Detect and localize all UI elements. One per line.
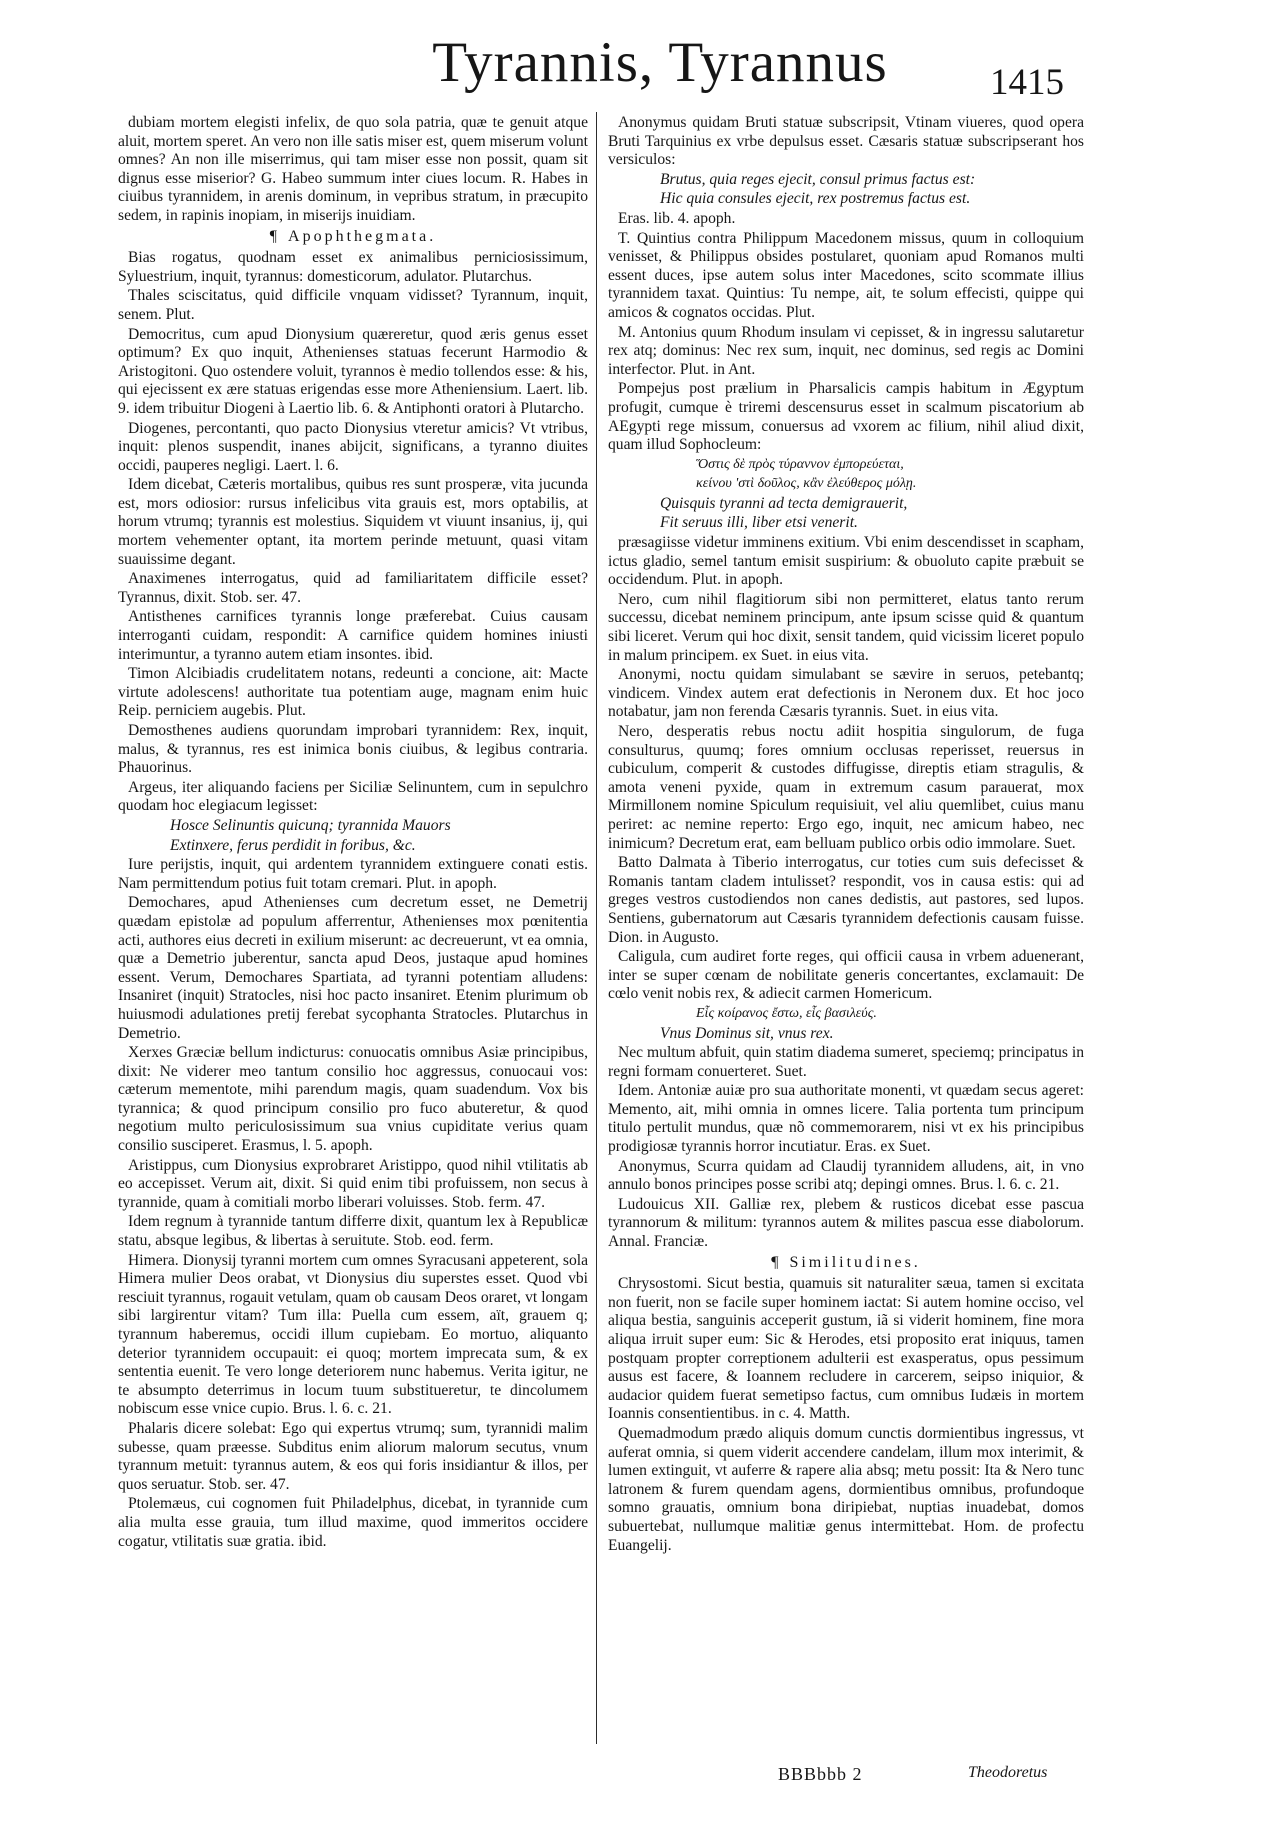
greek-verse-line: Ὅστις δὲ πρὸς τύραννον ἐμπορεύεται, — [696, 456, 904, 472]
apophthegm: Nero, cum nihil flagitiorum sibi non permitteret, elatus tanto rerum successu, dicebat neminem principum, ante ipsum scisse quid & quantum sibi liceret. Verum qui hoc dixit, sensit tandem, quid vicissim liceret populo in malum principem. ex Suet. in eius vita. — [608, 590, 1084, 664]
greek-verse-line: κείνου 'στὶ δοῦλος, κἂν ἐλεύθερος μόλῃ. — [696, 476, 917, 492]
apophthegm: Xerxes Græciæ bellum indicturus: conuocatis omnibus Asiæ principibus, dixit: Ne viderer meo tantum consilio hoc aggressus, conuocaui vos: cæterum mementote, mihi parendum magis, quam suadendum. Vox bis tyrannica; & quod principum consilio pro fuco abuteretur, & quod negotium multo periculosissimum sua vnius cupiditate verius quam consilio susciperet. Erasmus, l. 5. apoph. — [118, 1044, 588, 1155]
apophthegm: Bias rogatus, quodnam esset ex animalibus perniciosissimum, Syluestrium, inquit, tyrannus: domesticorum, adulator. Plutarchus. — [118, 249, 588, 285]
paragraph: dubiam mortem elegisti infelix, de quo sola patria, quæ te genuit atque aluit, mortem speret. An vero non ille satis miser est, quem miserum volunt omnes? An non ille miserrimus, qui tam miser esse non possit, quam sit dignus esse miserior? G. Habeo summum inter ciues locum. R. Habes in ciuibus tyrannidem, in arenis dominum, in vepribus stratum, in præcupito sedem, in rapinis inopiam, in miserijs inuidiam. — [118, 114, 588, 224]
apophthegm: Iure perijstis, inquit, qui ardentem tyrannidem extinguere conati estis. Nam permittendum potius fuit totam cremari. Plut. in apoph. — [118, 856, 588, 892]
apophthegm: Anonymus quidam Bruti statuæ subscripsit, Vtinam viueres, quod opera Bruti Tarquinius ex vrbe depulsus esset. Cæsaris statuæ subscripserant hos versiculos: — [608, 114, 1084, 169]
verse-line: Brutus, quia reges ejecit, consul primus factus est: — [660, 170, 976, 188]
running-head: Tyrannis, Tyrannus — [432, 31, 888, 94]
apophthegm: T. Quintius contra Philippum Macedonem missus, quum in colloquium venisset, & Philippus obsides postularet, quoniam apud Romanos multi essent duces, ipse autem solus inter Macedones, scito scommate illius tyrannidem taxat. Quintius: Tu nempe, ait, te solum effecisti, quippe qui amicos & cognatos occidas. Plut. — [608, 229, 1084, 321]
column-rule — [596, 112, 597, 1744]
verse-line: Hic quia consules ejecit, rex postremus factus est. — [660, 190, 971, 208]
apophthegm: Aristippus, cum Dionysius exprobraret Aristippo, quod nihil vtilitatis ab eo accepisset. Verum ait, dixit. Si quid enim tibi profuissem, non secus à tyrannide, quam à comitiali morbo liberari voluisses. Stob. ferm. 47. — [118, 1156, 588, 1211]
apophthegm: Caligula, cum audiret forte reges, qui officii causa in vrbem aduenerant, inter se super cœnam de nobilitate generis concertantes, exclamauit: De cœlo venit nobis rex, & adiecit carmen Homericum. — [608, 948, 1084, 1003]
left-column — [118, 114, 588, 1552]
apophthegm: Nec multum abfuit, quin statim diadema sumeret, speciemq; principatus in regni formam conuerteret. Suet. — [608, 1044, 1084, 1080]
apophthegm: Ptolemæus, cui cognomen fuit Philadelphus, dicebat, in tyrannide cum alia multa esse grauia, tum illud maxime, quod immeritos occidere cogatur, vtilitatis suæ gratia. ibid. — [118, 1495, 588, 1550]
verse-line: Extinxere, ferus perdidit in foribus, &c. — [170, 836, 416, 854]
apophthegm: Anaximenes interrogatus, quid ad familiaritatem difficile esset? Tyrannus, dixit. Stob. ser. 47. — [118, 570, 588, 606]
pilcrow-icon: ¶ — [771, 1253, 782, 1271]
apophthegm: Demosthenes audiens quorundam improbari tyrannidem: Rex, inquit, malus, & tyrannus, res est inimica bonis ciuibus, & legibus contraria. Phauorinus. — [118, 722, 588, 777]
apophthegm: Argeus, iter aliquando faciens per Siciliæ Selinuntem, cum in sepulchro quodam hoc elegiacum legisset: — [118, 778, 588, 815]
apophthegm: Ludouicus XII. Galliæ rex, plebem & rusticos dicebat esse pascua tyrannorum & militum: tyrannos autem & milites pascua esse diabolorum. Annal. Franciæ. — [608, 1195, 1084, 1251]
greek-verse-line: Εἷς κοίρανος ἔστω, εἷς βασιλεύς. — [696, 1005, 877, 1021]
apophthegm: Idem. Antoniæ auiæ pro sua authoritate monenti, vt quædam secus ageret: Memento, ait, mihi omnia in omnes licere. Talia portenta tum principum titulo pertulit mundus, quæ nõ commemorarem, nisi vt ex his principibus prodigiosæ tyrannis horror incutiatur. Eras. ex Suet. — [608, 1082, 1084, 1156]
apophthegm: Demochares, apud Athenienses cum decretum esset, ne Demetrij quædam epistolæ ad populum afferrentur, Athenienses mox pœnitentia acti, authores eius decreti in exilium miserunt: ac decreuerunt, vt ea omnia, quæ a Demetrio juberentur, sancta apud Deos, justaque apud homines essent. Verum, Demochares Spartiata, ad tyranni potentiam alludens: Insaniret (inquit) Stratocles, nisi hoc pacto insaniret. Etenim plurimum ob huiusmodi adulationes pretij ferebat sycophanta Stratocles. Plutarchus in Demetrio. — [118, 894, 588, 1042]
apophthegm: Anonymi, noctu quidam simulabant se sævire in seruos, petebantq; vindicem. Vindex autem erat defectionis in Neronem dux. Et hoc joco notabatur, jam non ferenda Cæsaris tyrannis. Suet. in eius vita. — [608, 666, 1084, 721]
apophthegm: M. Antonius quum Rhodum insulam vi cepisset, & in ingressu salutaretur rex atq; dominus: Nec rex sum, inquit, nec dominus, sed regis ac Domini interfector. Plut. in Ant. — [608, 323, 1084, 378]
pilcrow-icon: ¶ — [269, 227, 281, 245]
verse-line: Quisquis tyranni ad tecta demigrauerit, — [660, 494, 908, 512]
section-heading: ¶ Similitudines. — [771, 1253, 921, 1271]
catchword: Theodoretus — [968, 1764, 1048, 1781]
apophthegm: Phalaris dicere solebat: Ego qui expertus vtrumq; sum, tyrannidi malim subesse, quam præesse. Subditus enim aliorum malorum secutus, vnum tyrannum metuit: tyrannus autem, & eos qui foris insidiantur & illos, per quos seruatur. Stob. ser. 47. — [118, 1419, 588, 1493]
section-heading: ¶ Apophthegmata. — [269, 227, 437, 245]
apophthegm: præsagiisse videtur imminens exitium. Vbi enim descendisset in scapham, ictus gladio, semel tantum emisit suspirium: & obuoluto capite præbuit se occidendum. Plut. in apoph. — [608, 534, 1084, 589]
apophthegm: Timon Alcibiadis crudelitatem notans, redeunti a concione, ait: Macte virtute adolescens! authoritate tua potentiam auge, magnam enim huic Reip. perniciem augebis. Plut. — [118, 665, 588, 720]
apophthegm: Diogenes, percontanti, quo pacto Dionysius vteretur amicis? Vt vtribus, inquit: plenos suspendit, inanes abijcit, significans, a tyranno diuites occidi, pauperes negligi. Laert. l. 6. — [118, 419, 588, 474]
verse-line: Hosce Selinuntis quicunq; tyrannida Mauors — [170, 816, 451, 834]
signature-mark: BBBbbb 2 — [778, 1764, 863, 1784]
apophthegm: Nero, desperatis rebus noctu adiit hospitia singulorum, de fuga consulturus, quumq; fores omnium occlusas reperisset, reuersus in cubiculum, comperit & custodes diffugisse, direptis etiam stragulis, & amota veneni pyxide, quam in extremum casum parauerat, mox Mirmillonem nomine Spiculum requisiuit, vel aliu quemlibet, cuius manu periret: ac nemine reperto: Ergo ego, inquit, nec amicum habeo, nec inimicum? Decretum erat, eam belluam publico orbis odio immolare. Suet. — [608, 723, 1084, 852]
apophthegm: Pompejus post prælium in Pharsalicis campis habitum in Ægyptum profugit, cumque è triremi descensurus esset in scalmum piscatorium ab AEgypti rege missum, conuersus ad vxorem ac filium, nihil aliud dixit, quam illud Sophocleum: — [608, 380, 1084, 454]
page-number: 1415 — [990, 62, 1064, 103]
apophthegm: Idem dicebat, Cæteris mortalibus, quibus res sunt prosperæ, vita jucunda est, mors odiosior: rursus infelicibus vita grauis est, mors optabilis, at horum vtrumq; tyrannis est molestius. Siquidem vt viuunt insanius, ij, qui mortem vehementer optant, ita mortem perinde metuunt, quasi vitam suauissime degant. — [118, 476, 588, 568]
apophthegm: Batto Dalmata à Tiberio interrogatus, cur toties cum suis defecisset & Romanis tantam cladem intulisset? respondit, vos in causa estis: qui ad greges vestros custodiendos non canes dedistis, aut pastores, sed lupos. Sentiens, gubernatorum aut Cæsaris tyrannidem defectionis causam fuisse. Dion. in Augusto. — [608, 854, 1084, 946]
source-citation: Eras. lib. 4. apoph. — [618, 209, 736, 227]
verse-line: Vnus Dominus sit, vnus rex. — [660, 1024, 834, 1042]
apophthegm: Himera. Dionysij tyranni mortem cum omnes Syracusani appeterent, sola Himera mulier Deos orabat, vt Dionysius diu superstes esset. Quod vbi resciuit tyrannus, rogauit vetulam, quam ob causam Deos oraret, vt longam sibi largirentur vitam? Tum illa: Puella cum essem, aït, grauem q; tyrannum haberemus, occidi illum cupiebam. Eo mortuo, aliquanto deterior tyrannidem occupauit: ei quoq; mortem imprecata sum, & ex sententia euenit. Te vero longe deteriorem nunc habemus. Verita igitur, ne te absumpto deterrimus in locum tuum substitueretur, te dincolumem nobiscum esse vnice cupio. Brus. l. 6. c. 21. — [118, 1251, 588, 1418]
apophthegm: Anonymus, Scurra quidam ad Claudij tyrannidem alludens, ait, in vno annulo bonos principes posse scribi atq; depingi omnes. Brus. l. 6. c. 21. — [608, 1157, 1084, 1194]
similitude: Quemadmodum prædo aliquis domum cunctis dormientibus ingressus, vt auferat omnia, si quem viderit accendere candelam, illum mox interimit, & lumen extinguit, vt auferre & rapere alia absq; metu possit: Ita & Nero tunc latronem & furem quendam agens, dormientibus omnibus, profundoque somno grauatis, omnium bona diripiebat, nuptias inuadebat, domos subuertebat, nullumque malitiæ genus intermittebat. Hom. de profectu Euangelij. — [608, 1424, 1084, 1554]
apophthegm: Idem regnum à tyrannide tantum differre dixit, quantum lex à Republicæ statu, absque legibus, & libertas à seruitute. Stob. eod. ferm. — [118, 1213, 588, 1250]
verse-line: Fit seruus illi, liber etsi venerit. — [660, 514, 858, 532]
apophthegm: Thales sciscitatus, quid difficile vnquam vidisset? Tyrannum, inquit, senem. Plut. — [118, 287, 588, 323]
apophthegm: Antisthenes carnifices tyrannis longe præferebat. Cuius causam interroganti cuidam, respondit: A carnifice quidem homines iniusti interimuntur, a tyranno autem etiam insontes. ibid. — [118, 608, 588, 663]
right-column — [608, 114, 1084, 1556]
apophthegm: Democritus, cum apud Dionysium quæreretur, quod æris genus esset optimum? Ex quo inquit, Athenienses statuas fecerunt Harmodio & Aristogitoni. Quo ostendere voluit, tyrannos è medio tollendos esse: & his, qui ejecissent ex ære statuas erigendas esse more Atheniensium. Laert. lib. 9. idem tribuitur Diogeni à Laertio lib. 6. & Antiphonti oratori à Plutarcho. — [118, 325, 588, 417]
similitude: Chrysostomi. Sicut bestia, quamuis sit naturaliter sæua, tamen si excitata non fuerit, non se facile super hominem iactat: Si autem homine occiso, vel aliqua bestia, sanguinis acceperit gustum, iã si viderit hominem, fine mora aliqua irruit super eum: Sic & Herodes, etsi proposito erat iniquus, tamen postquam propter correptionem adulterii est exasperatus, opus pessimum ausus est facere, & Ioannem recludere in carcerem, seipso iniquior, & audacior quidem fuerat semetipso factus, cum omnibus Iudæis in mortem Ioannis consentientibus. in c. 4. Matth. — [608, 1275, 1084, 1423]
